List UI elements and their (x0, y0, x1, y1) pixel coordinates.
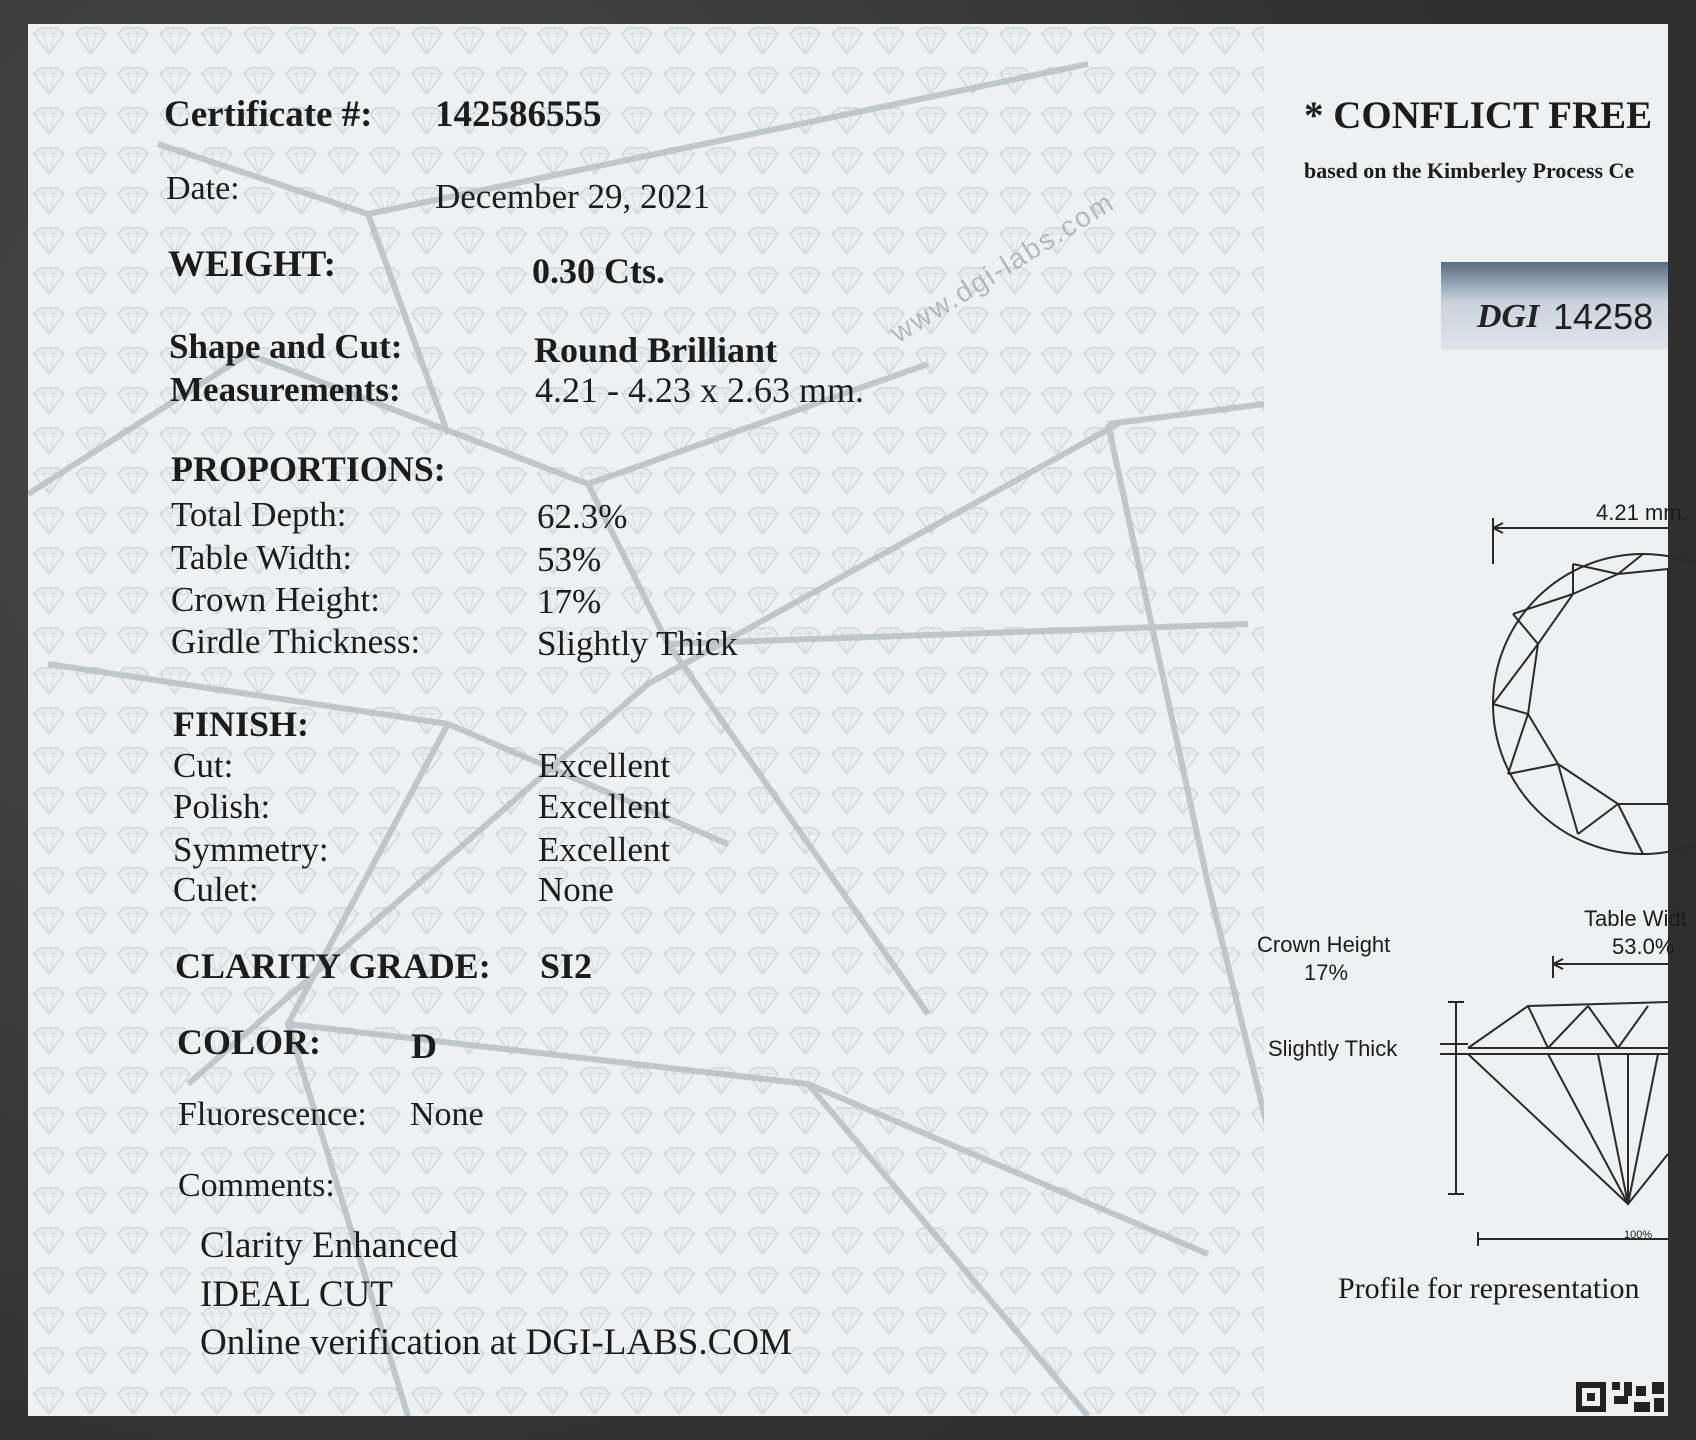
shape-cut-label: Shape and Cut: (169, 327, 403, 366)
certificate-number-label: Certificate #: (164, 94, 373, 135)
culet-label: Culet: (173, 870, 259, 909)
table-width-diagram-label: Table Widt (1584, 906, 1687, 931)
diamond-top-view-diagram (1468, 504, 1668, 884)
total-depth-label: Total Depth: (171, 495, 347, 534)
profile-caption: Profile for representation (1338, 1272, 1640, 1305)
clarity-grade-label: CLARITY GRADE: (175, 946, 491, 986)
conflict-free-title: * CONFLICT FREE (1304, 94, 1653, 137)
serial-sticker (1441, 262, 1668, 350)
comments-label: Comments: (178, 1167, 335, 1204)
watermark-text: www.dgi-labs.com (884, 185, 1120, 349)
cut-value: Excellent (538, 746, 671, 785)
clarity-grade-value: SI2 (540, 946, 593, 986)
table-width-value: 53% (537, 540, 602, 579)
polish-value: Excellent (538, 787, 671, 826)
color-value: D (411, 1026, 437, 1066)
table-width-diagram-value: 53.0% (1612, 934, 1675, 959)
fluorescence-label: Fluorescence: (178, 1096, 367, 1133)
cut-label: Cut: (173, 746, 234, 785)
certificate-number: 142586555 (435, 94, 602, 135)
fluorescence-value: None (410, 1096, 484, 1133)
culet-value: None (538, 870, 614, 909)
symmetry-label: Symmetry: (173, 830, 329, 869)
weight-label: WEIGHT: (168, 244, 336, 285)
girdle-diagram-label: Slightly Thick (1268, 1036, 1398, 1061)
date-label: Date: (166, 170, 240, 207)
table-width-label: Table Width: (171, 538, 353, 577)
diameter-label: 4.21 mm. (1596, 500, 1688, 525)
sticker-serial-number: 14258 (1553, 296, 1654, 337)
crown-height-diagram-label: Crown Height (1257, 932, 1391, 957)
qr-code-fragment (1576, 1376, 1668, 1416)
polish-label: Polish: (173, 787, 271, 826)
proportions-heading: PROPORTIONS: (171, 449, 446, 489)
crown-height-value: 17% (537, 582, 602, 621)
crown-height-diagram-value: 17% (1304, 960, 1349, 985)
weight-value: 0.30 Cts. (532, 251, 665, 291)
girdle-thickness-value: Slightly Thick (537, 624, 738, 663)
certificate-paper (28, 24, 1688, 1416)
measurements-label: Measurements: (170, 370, 401, 409)
comment-line: IDEAL CUT (200, 1274, 393, 1315)
color-label: COLOR: (177, 1022, 321, 1062)
total-depth-value: 62.3% (537, 497, 628, 536)
measurements-value: 4.21 - 4.23 x 2.63 mm. (535, 370, 864, 410)
crown-height-label: Crown Height: (171, 580, 381, 619)
symmetry-value: Excellent (538, 830, 671, 869)
finish-heading: FINISH: (173, 704, 310, 744)
girdle-thickness-label: Girdle Thickness: (171, 622, 421, 661)
comment-line: Online verification at DGI-LABS.COM (200, 1322, 792, 1363)
diamond-profile-diagram (1428, 954, 1668, 1274)
date-value: December 29, 2021 (435, 177, 711, 216)
kimberley-process-note: based on the Kimberley Process Ce (1304, 158, 1635, 183)
percent-100-label: 100% (1624, 1229, 1653, 1241)
dgi-logo: DGI (1477, 298, 1540, 335)
comment-line: Clarity Enhanced (200, 1225, 458, 1266)
shape-cut-value: Round Brilliant (534, 330, 778, 370)
